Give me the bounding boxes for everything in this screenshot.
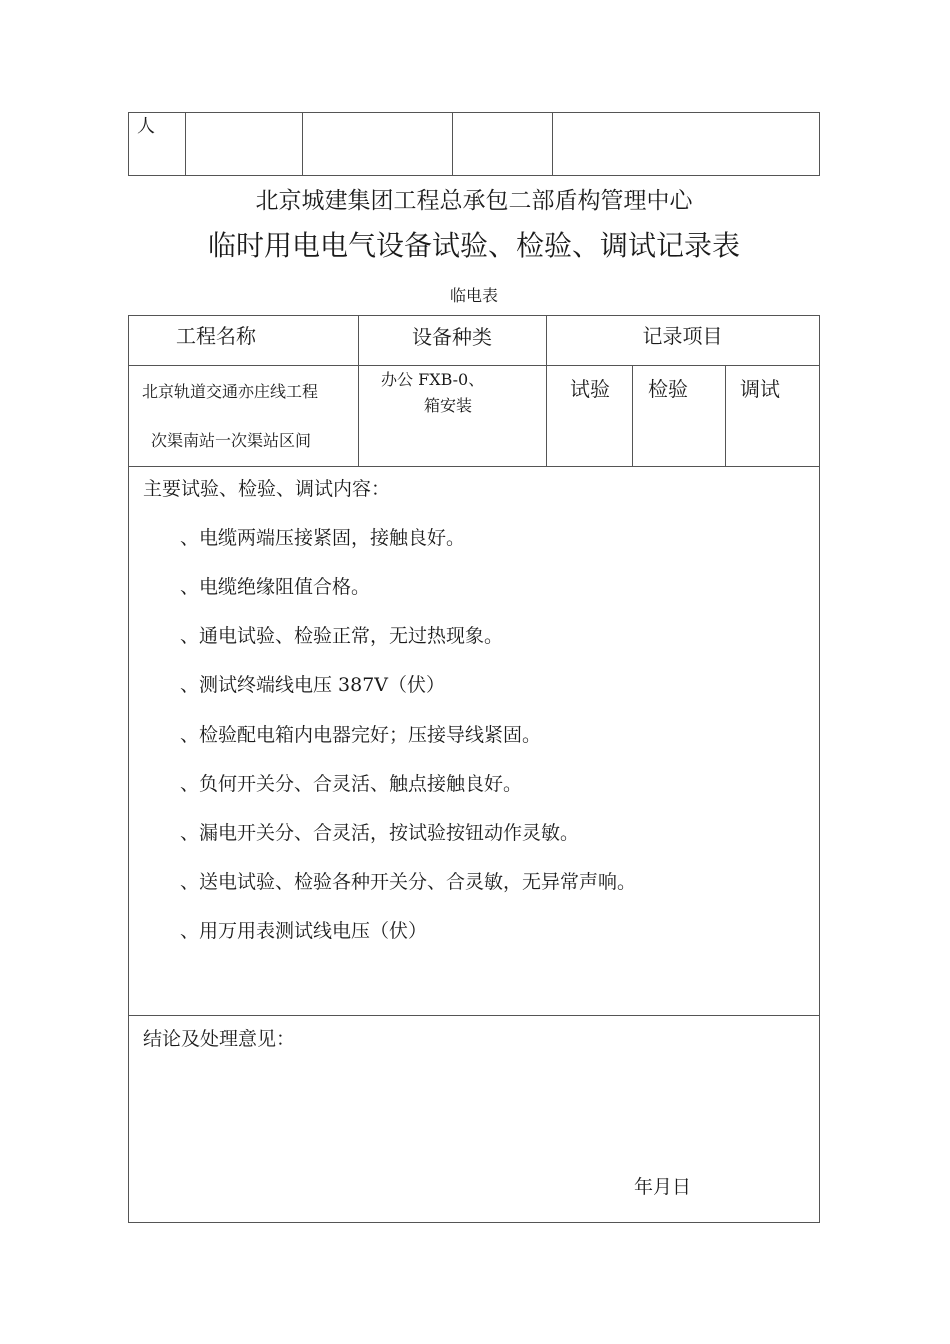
content-item: 、通电试验、检验正常，无过热现象。 (180, 625, 504, 647)
table-border (128, 112, 129, 176)
table-border (185, 112, 186, 176)
table-border (552, 112, 553, 176)
table-border (128, 466, 820, 467)
table-border (128, 175, 820, 176)
table-border (128, 315, 820, 316)
header-project-name: 工程名称 (176, 324, 256, 348)
conclusion-label: 结论及处理意见： (143, 1028, 296, 1050)
table-border (302, 112, 303, 176)
content-item: 、送电试验、检验各种开关分、合灵敏，无异常声响。 (180, 871, 637, 893)
table-border (632, 365, 633, 467)
record-item-test: 试验 (570, 377, 610, 401)
project-name-line-1: 北京轨道交通亦庄线工程 (142, 382, 319, 401)
document-title: 临时用电电气设备试验、检验、调试记录表 (207, 229, 740, 262)
record-item-commissioning: 调试 (740, 377, 780, 401)
table-border (128, 112, 820, 113)
content-item: 、负何开关分、合灵活、触点接触良好。 (180, 773, 523, 795)
table-border (128, 1222, 820, 1223)
equipment-line-1: 办公 FXB-0、 (381, 370, 485, 389)
table-border (128, 1015, 820, 1016)
table-border (452, 112, 453, 176)
record-item-inspection: 检验 (648, 377, 688, 401)
top-table-cell: 人 (137, 116, 155, 137)
content-item: 、电缆两端压接紧固，接触良好。 (180, 527, 466, 549)
equipment-line-2: 箱安装 (424, 396, 473, 415)
content-item: 、测试终端线电压 387V（伏） (180, 674, 446, 696)
header-record-items: 记录项目 (642, 324, 723, 348)
organization-name: 北京城建集团工程总承包二部盾构管理中心 (255, 188, 693, 214)
table-border (128, 365, 820, 366)
content-item: 、检验配电箱内电器完好；压接导线紧固。 (180, 724, 542, 746)
content-label: 主要试验、检验、调试内容： (143, 478, 391, 500)
content-item: 、用万用表测试线电压（伏） (180, 920, 428, 942)
table-border (819, 112, 820, 176)
form-code: 临电表 (449, 286, 498, 305)
table-border (819, 315, 820, 1223)
content-item: 、电缆绝缘阻值合格。 (180, 576, 371, 598)
date-field: 年月日 (634, 1176, 692, 1198)
table-border (128, 315, 129, 1223)
project-name-line-2: 次渠南站一次渠站区间 (151, 431, 312, 450)
table-border (725, 365, 726, 467)
header-equipment-type: 设备种类 (412, 325, 492, 349)
content-item: 、漏电开关分、合灵活，按试验按钮动作灵敏。 (180, 822, 580, 844)
